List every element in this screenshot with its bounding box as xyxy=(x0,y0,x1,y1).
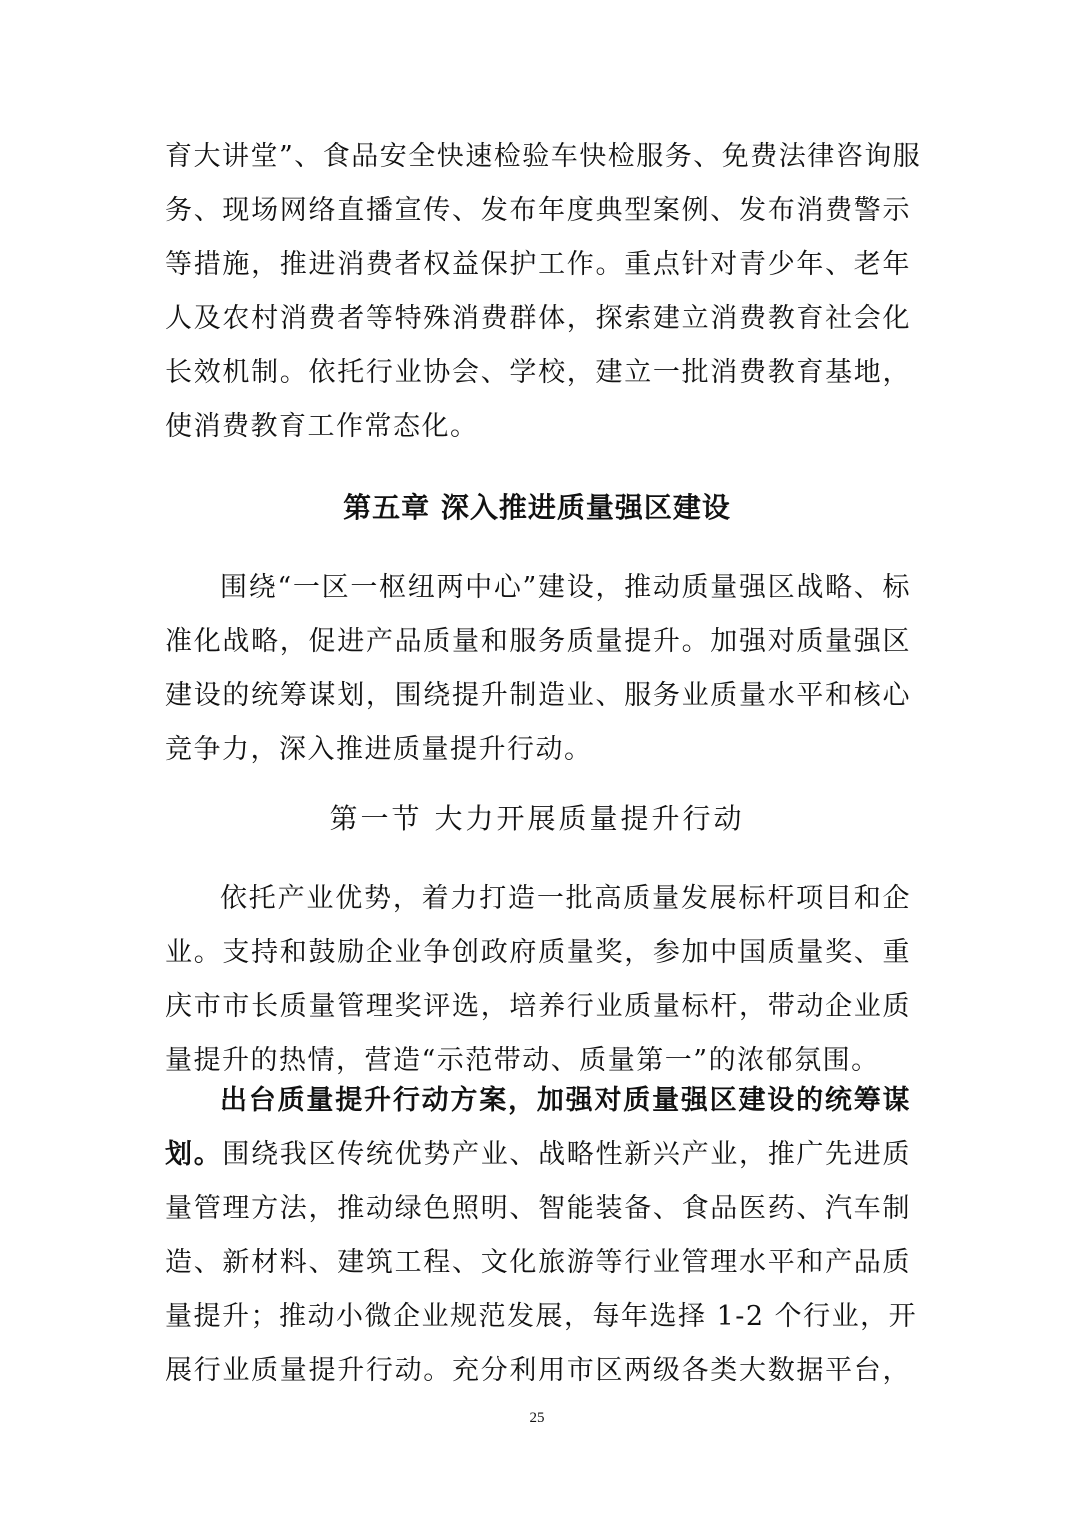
paragraph-line: 等措施，推进消费者权益保护工作。重点针对青少年、老年 xyxy=(165,249,911,280)
paragraph-line: 量提升；推动小微企业规范发展，每年选择 1-2 个行业，开 xyxy=(165,1301,918,1332)
paragraph-line: 建设的统筹谋划，围绕提升制造业、服务业质量水平和核心 xyxy=(165,680,911,711)
bold-lead-tail: 划。 xyxy=(165,1139,223,1170)
page-number: 25 xyxy=(529,1410,545,1426)
paragraph-line: 依托产业优势，着力打造一批高质量发展标杆项目和企 xyxy=(220,883,911,914)
paragraph-text: 围绕我区传统优势产业、战略性新兴产业，推广先进质 xyxy=(222,1139,912,1170)
bold-lead-sentence: 出台质量提升行动方案，加强对质量强区建设的统筹谋 xyxy=(220,1085,911,1116)
paragraph-line: 准化战略，促进产品质量和服务质量提升。加强对质量强区 xyxy=(165,626,911,657)
chapter-heading: 第五章 深入推进质量强区建设 xyxy=(343,491,731,524)
paragraph-line: 竞争力，深入推进质量提升行动。 xyxy=(165,734,593,765)
paragraph-line: 育大讲堂”、食品安全快速检验车快检服务、免费法律咨询服 xyxy=(165,141,922,172)
paragraph-line: 使消费教育工作常态化。 xyxy=(165,411,479,442)
paragraph-line: 造、新材料、建筑工程、文化旅游等行业管理水平和产品质 xyxy=(165,1247,911,1278)
paragraph-line: 量管理方法，推动绿色照明、智能装备、食品医药、汽车制 xyxy=(165,1193,911,1224)
paragraph-line: 量提升的热情，营造“示范带动、质量第一”的浓郁氛围。 xyxy=(165,1045,880,1076)
paragraph-line: 务、现场网络直播宣传、发布年度典型案例、发布消费警示 xyxy=(165,195,911,226)
section-heading: 第一节 大力开展质量提升行动 xyxy=(329,802,745,835)
paragraph-line xyxy=(165,1138,911,1172)
paragraph-line: 围绕“一区一枢纽两中心”建设，推动质量强区战略、标 xyxy=(220,572,911,603)
paragraph-line: 人及农村消费者等特殊消费群体，探索建立消费教育社会化 xyxy=(165,303,911,334)
paragraph-line: 展行业质量提升行动。充分利用市区两级各类大数据平台， xyxy=(165,1355,911,1386)
paragraph-line: 长效机制。依托行业协会、学校，建立一批消费教育基地， xyxy=(165,357,911,388)
paragraph-line: 业。支持和鼓励企业争创政府质量奖，参加中国质量奖、重 xyxy=(165,937,911,968)
paragraph-line: 庆市市长质量管理奖评选，培养行业质量标杆，带动企业质 xyxy=(165,991,911,1022)
